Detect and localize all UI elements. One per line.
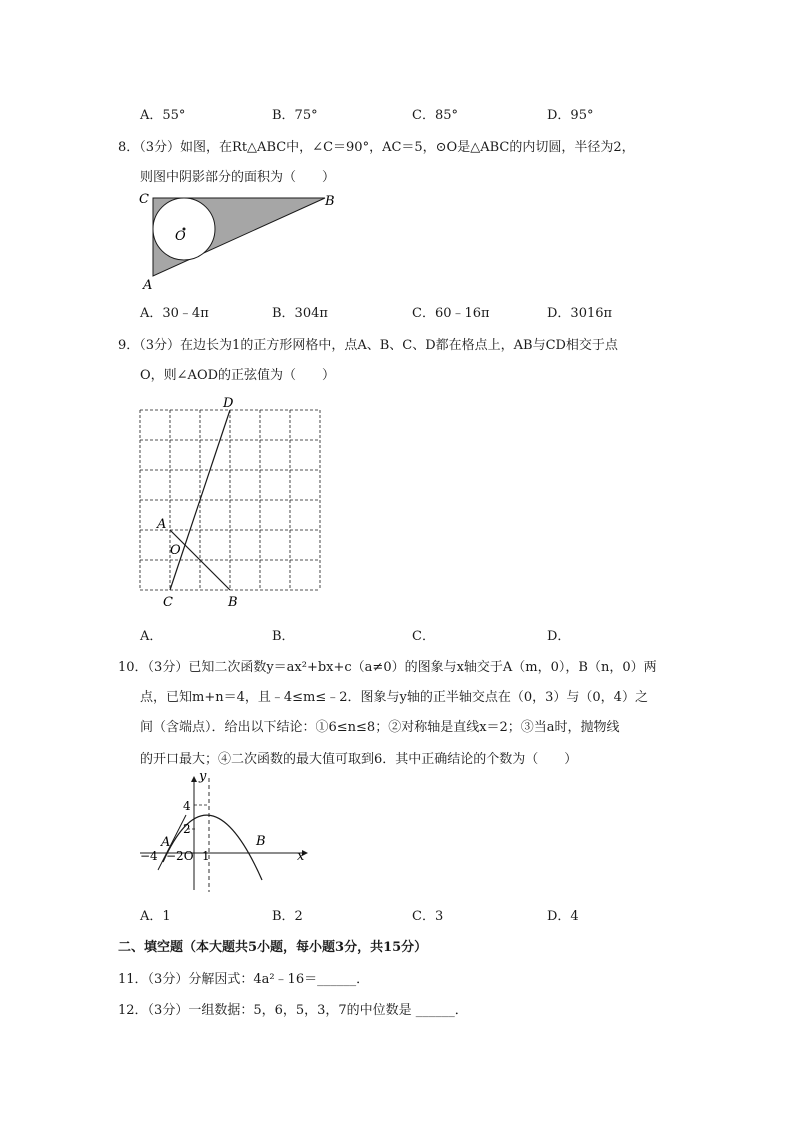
- q10-option-a: A．1: [140, 909, 171, 924]
- q9-option-a: A．: [140, 629, 163, 644]
- q10-text-line4: 的开口最大；④二次函数的最大值可取到6．其中正确结论的个数为（ ）: [140, 752, 578, 767]
- q11-text: 11．（3分）分解因式：4a²﹣16＝______．: [118, 972, 370, 987]
- q7-option-c: C．85°: [412, 108, 458, 123]
- q9-label-b: B: [228, 595, 238, 610]
- q9-label-o: O: [170, 543, 181, 558]
- q8-label-b: B: [325, 194, 335, 209]
- q8-text-line1: 8．（3分）如图，在Rt△ABC中，∠C＝90°，AC＝5，⊙O是△ABC的内切圆，半径为2，: [118, 140, 635, 155]
- q10-text-line3: 间（含端点）．给出以下结论：①6≤n≤8；②对称轴是直线x＝2；③当a时，抛物线: [140, 720, 620, 735]
- q8-option-a: A．30﹣4π: [140, 306, 209, 321]
- section2-title: 二、填空题（本大题共5小题，每小题3分，共15分）: [118, 940, 428, 955]
- q7-option-d: D．95°: [547, 108, 594, 123]
- q7-option-b: B．75°: [272, 108, 318, 123]
- q8-label-c: C: [139, 192, 149, 207]
- q9-label-a: A: [157, 517, 167, 532]
- q10-option-b: B．2: [272, 909, 303, 924]
- q8-option-d: D．3016π: [547, 306, 613, 321]
- q9-option-b: B．: [272, 629, 295, 644]
- q10-text-line1: 10．（3分）已知二次函数y＝ax²+bx+c（a≠0）的图象与x轴交于A（m，0），B（n，0）两: [118, 660, 657, 675]
- q10-label-y: y: [199, 769, 207, 784]
- q10-parabola: [163, 815, 262, 880]
- q10-option-d: D．4: [547, 909, 579, 924]
- q10-text-line2: 点，已知m+n＝4，且﹣4≤m≤﹣2．图象与y轴的正半轴交点在（0，3）与（0，4）之: [140, 690, 648, 705]
- q8-text-line2: 则图中阴影部分的面积为（ ）: [140, 170, 336, 185]
- q12-text: 12．（3分）一组数据：5，6，5，3，7的中位数是 ______．: [118, 1003, 468, 1018]
- q10-label-1: 1: [202, 849, 210, 863]
- q8-label-o: O: [175, 229, 186, 244]
- q10-y-arrow: [191, 776, 197, 782]
- q10-label-neg2o: −2O: [166, 849, 194, 863]
- q8-option-c: C．60﹣16π: [412, 306, 490, 321]
- q10-label-neg4: −4: [140, 849, 158, 863]
- q8-option-b: B．304π: [272, 306, 328, 321]
- q7-option-a: A．55°: [140, 108, 186, 123]
- q9-label-c: C: [163, 595, 173, 610]
- q9-label-d: D: [223, 396, 234, 411]
- q9-option-d: D．: [547, 629, 571, 644]
- q9-text-line2: O，则∠AOD的正弦值为（ ）: [140, 368, 336, 383]
- q10-label-x: x: [297, 849, 305, 864]
- q10-label-a: A: [161, 835, 171, 850]
- q9-option-c: C．: [412, 629, 435, 644]
- q10-option-c: C．3: [412, 909, 444, 924]
- q10-label-2: 2: [183, 822, 191, 836]
- q9-text-line1: 9．（3分）在边长为1的正方形网格中，点A、B、C、D都在格点上，AB与CD相交于点: [118, 338, 618, 353]
- q10-label-4: 4: [183, 799, 191, 813]
- q10-label-b: B: [256, 834, 266, 849]
- q8-label-a: A: [143, 278, 153, 293]
